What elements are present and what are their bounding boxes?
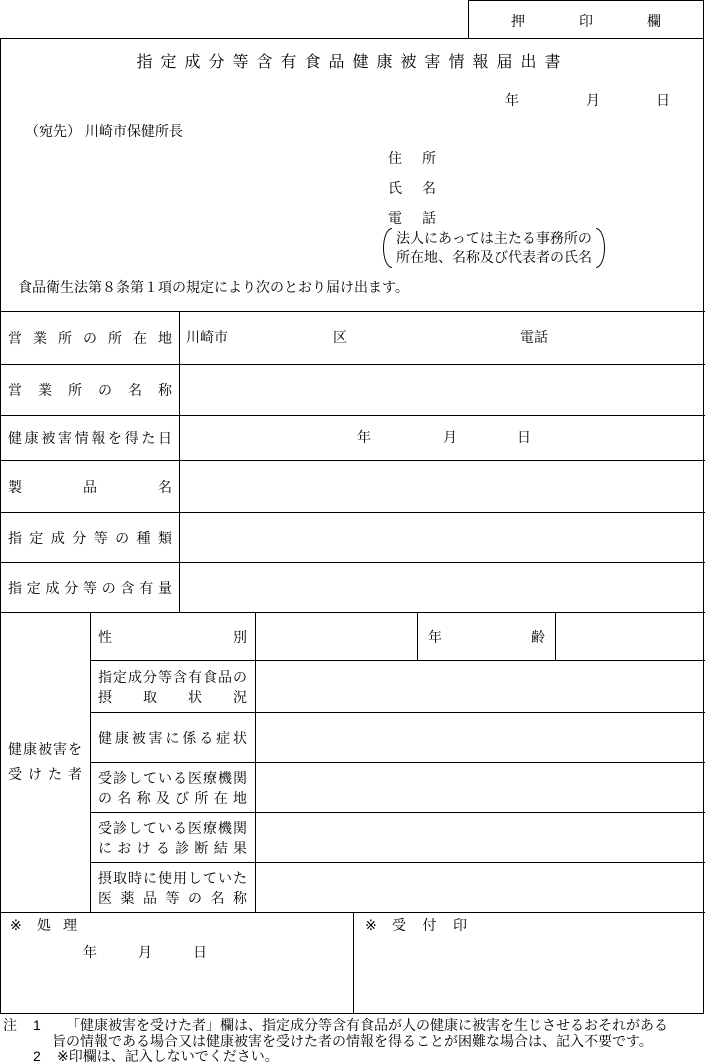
info-date-day-label: 日 xyxy=(517,429,531,445)
row-label: 営業所の名称 xyxy=(8,382,172,398)
row-label: 健康被害情報を得た日 xyxy=(8,430,172,446)
row-label: 健康被害に係る症状 xyxy=(98,729,247,746)
header-date-year-label: 年 xyxy=(505,92,519,108)
grid-line xyxy=(353,912,354,1014)
corporate-note-line2: 所在地、名称及び代表者の氏名 xyxy=(396,249,592,265)
stamp-box xyxy=(468,0,704,39)
row-label: 受診している医療機関における診断結果 xyxy=(98,819,247,856)
row-label: 指定成分等の含有量 xyxy=(8,579,172,596)
addressee-label: （宛先） 川崎市保健所長 xyxy=(25,123,183,139)
processing-day-label: 日 xyxy=(193,944,207,960)
stamp-box-label: 押印欄 xyxy=(511,13,661,29)
victim-row-symptoms xyxy=(91,713,254,762)
corporate-note-line1: 法人にあっては主たる事務所の xyxy=(396,230,592,246)
row-info-date xyxy=(1,416,179,460)
row-product-name xyxy=(1,461,179,512)
row-label: 摂取時に使用していた医薬品等の名称 xyxy=(98,869,247,906)
victim-row-medicines xyxy=(91,863,254,912)
grid-line xyxy=(255,612,256,912)
header-date-month-label: 月 xyxy=(586,92,600,108)
row-label: 受診している医療機関の名称及び所在地 xyxy=(98,769,247,806)
header-date-day-label: 日 xyxy=(656,92,670,108)
victim-row-age xyxy=(418,613,555,660)
name-label: 氏名 xyxy=(388,180,436,196)
note-1-line1: 「健康被害を受けた者」欄は、指定成分等含有食品が人の健康に被害を生じさせるおそれがある xyxy=(66,1017,668,1033)
address-label: 住所 xyxy=(388,150,436,166)
row-ingredient-type xyxy=(1,513,179,562)
receipt-mark: ※ xyxy=(365,917,377,933)
receipt-stamp-label: 受付印 xyxy=(392,917,467,933)
note-2-line1: ※印欄は、記入しないでください。 xyxy=(57,1048,279,1064)
ward-label: 区 xyxy=(333,329,347,345)
note-1-line2: 旨の情報である場合又は健康被害を受けた者の情報を得ることが困難な場合は、記入不要です。 xyxy=(52,1033,653,1049)
notes-mark: 注 xyxy=(3,1017,17,1033)
row-label: 製品名 xyxy=(8,478,172,495)
left-paren-icon xyxy=(383,228,392,268)
processing-label: 処理 xyxy=(37,917,77,933)
row-label: 指定成分等含有食品の摂取状況 xyxy=(98,668,247,705)
phone-field-label: 電話 xyxy=(520,329,548,345)
processing-month-label: 月 xyxy=(138,944,152,960)
row-label: 年齢 xyxy=(428,628,545,645)
processing-mark: ※ xyxy=(10,917,22,933)
info-date-year-label: 年 xyxy=(357,429,371,445)
row-business-address xyxy=(1,312,179,364)
law-sentence: 食品衛生法第８条第１項の規定により次のとおり届け出ます。 xyxy=(18,279,409,295)
phone-label: 電話 xyxy=(388,210,436,226)
form-title: 指定成分等含有食品健康被害情報届出書 xyxy=(136,54,569,71)
row-label: 指定成分等の種類 xyxy=(8,529,172,546)
victim-row-diagnosis xyxy=(91,813,254,862)
row-business-name xyxy=(1,365,179,415)
note-1-number: 1 xyxy=(33,1017,41,1033)
victim-row-intake xyxy=(91,661,254,712)
row-label: 性別 xyxy=(98,628,247,645)
processing-year-label: 年 xyxy=(83,944,97,960)
corporate-note xyxy=(383,228,605,268)
grid-line xyxy=(555,612,556,660)
city-value: 川崎市 xyxy=(186,329,228,345)
right-paren-icon xyxy=(596,228,605,268)
victim-row-sex xyxy=(91,613,254,660)
row-ingredient-amount xyxy=(1,563,179,612)
grid-line xyxy=(179,311,180,612)
victim-section-label: 健康被害を受けた者 xyxy=(8,741,82,782)
note-2-number: 2 xyxy=(33,1048,41,1064)
victim-section-header xyxy=(1,613,89,911)
row-label: 営業所の所在地 xyxy=(8,330,172,346)
victim-row-medical-institution xyxy=(91,763,254,812)
info-date-month-label: 月 xyxy=(443,429,457,445)
